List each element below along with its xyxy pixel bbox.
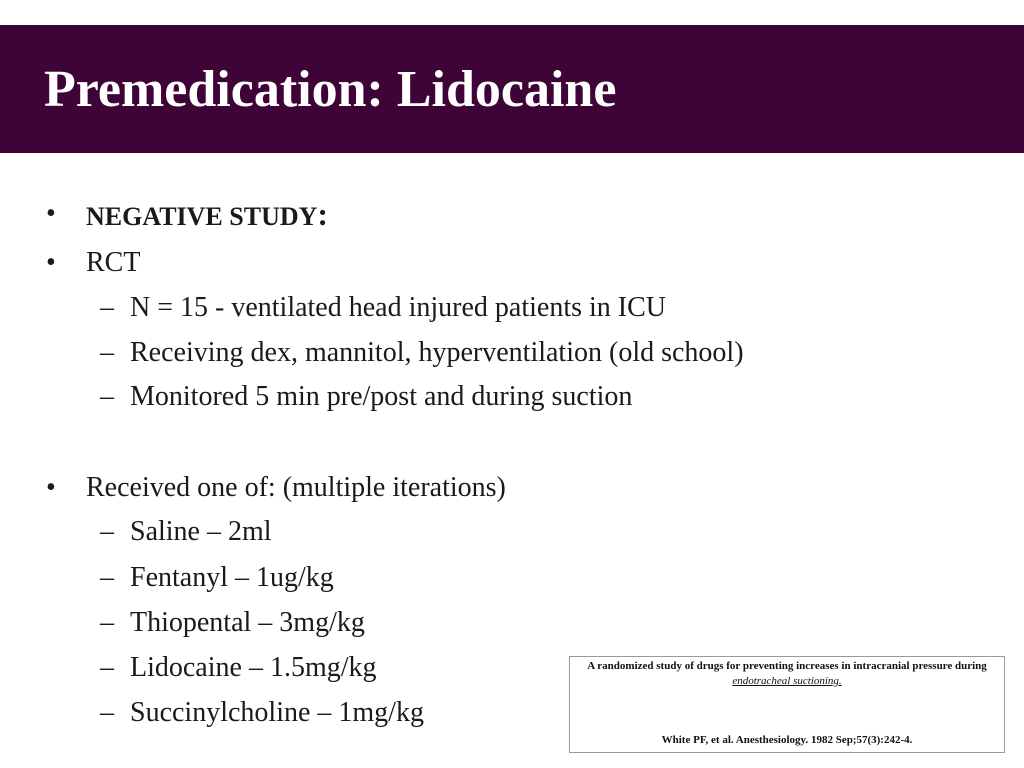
sub-bullet-text: N = 15 - ventilated head injured patients in ICU [130, 292, 666, 323]
sub-bullet-receiving [100, 336, 744, 370]
reference-citation: White PF, et al. Anesthesiology. 1982 Sep;57(3):242-4. [661, 734, 913, 746]
dash-marker: – [100, 652, 114, 683]
slide-title: Premedication: Lidocaine [44, 61, 617, 118]
reference-title-prefix: A randomized study of drugs for preventing increases in intracranial pressure during [587, 660, 987, 672]
reference-title-link[interactable]: endotracheal suctioning. [732, 675, 842, 687]
sub-bullet-n-patients [100, 291, 666, 325]
dash-marker: – [100, 292, 114, 323]
bullet-rct-label: RCT [86, 247, 141, 278]
reference-box [569, 656, 1005, 753]
bullet-negative-study-label: NEGATIVE STUDY [86, 202, 318, 231]
dash-marker: – [100, 516, 114, 547]
reference-title [576, 659, 998, 689]
sub-bullet-saline [100, 515, 272, 549]
dash-marker: – [100, 337, 114, 368]
sub-bullet-lidocaine [100, 651, 377, 685]
sub-bullet-text: Thiopental – 3mg/kg [130, 607, 365, 638]
dash-marker: – [100, 381, 114, 412]
sub-bullet-text: Monitored 5 min pre/post and during suction [130, 381, 633, 412]
bullet-received [46, 471, 506, 505]
sub-bullet-text: Succinylcholine – 1mg/kg [130, 697, 424, 728]
sub-bullet-text: Fentanyl – 1ug/kg [130, 562, 334, 593]
dash-marker: – [100, 607, 114, 638]
sub-bullet-succinylcholine [100, 696, 424, 730]
dash-marker: – [100, 562, 114, 593]
dash-marker: – [100, 697, 114, 728]
sub-bullet-fentanyl [100, 561, 334, 595]
sub-bullet-text: Receiving dex, mannitol, hyperventilation (old school) [130, 337, 744, 368]
bullet-negative-study-colon: : [317, 196, 329, 232]
bullet-marker: • [46, 247, 56, 278]
bullet-received-label: Received one of: (multiple iterations) [86, 472, 506, 503]
sub-bullet-text: Lidocaine – 1.5mg/kg [130, 652, 377, 683]
bullet-marker: • [46, 472, 56, 503]
bullet-marker: • [46, 198, 56, 229]
bullet-rct [46, 246, 141, 280]
sub-bullet-monitored [100, 380, 633, 414]
sub-bullet-thiopental [100, 606, 365, 640]
bullet-negative-study [46, 196, 329, 234]
sub-bullet-text: Saline – 2ml [130, 516, 272, 547]
